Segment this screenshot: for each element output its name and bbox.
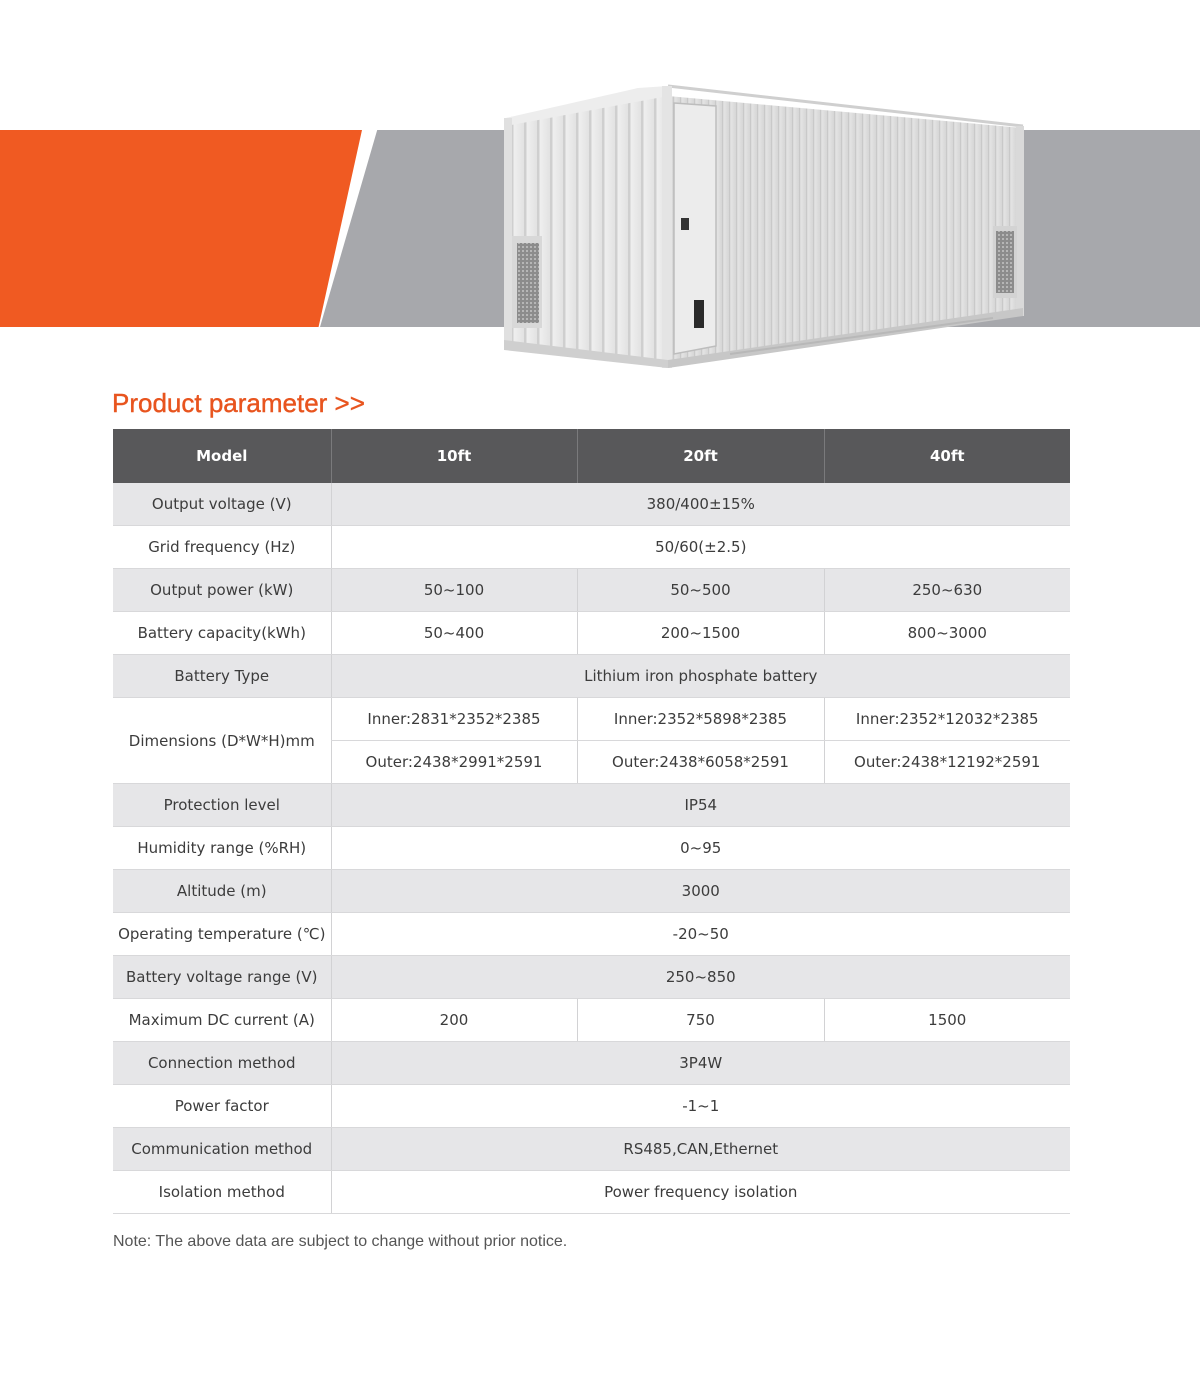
row-humidity-range: [113, 827, 1070, 870]
row-power-factor: [113, 1085, 1070, 1128]
row-value: -20~50: [331, 913, 1070, 956]
row-label: Power factor: [113, 1085, 331, 1128]
value-10ft: 50~400: [331, 612, 577, 655]
row-connection-method: [113, 1042, 1070, 1085]
section-title: Product parameter >>: [112, 388, 365, 418]
row-value: 250~850: [331, 956, 1070, 999]
row-isolation-method: [113, 1171, 1070, 1214]
row-label: Humidity range (%RH): [113, 827, 331, 870]
inner-20ft: Inner:2352*5898*2385: [577, 698, 824, 741]
row-label: Grid frequency (Hz): [113, 526, 331, 569]
row-value: 3P4W: [331, 1042, 1070, 1085]
row-battery-capacity: [113, 612, 1070, 655]
disclaimer-note: Note: The above data are subject to change without prior notice.: [113, 1233, 568, 1250]
row-value: RS485,CAN,Ethernet: [331, 1128, 1070, 1171]
row-operating-temperature: [113, 913, 1070, 956]
row-value: 3000: [331, 870, 1070, 913]
header-model: Model: [113, 429, 331, 483]
header-10ft: 10ft: [331, 429, 577, 483]
inner-40ft: Inner:2352*12032*2385: [824, 698, 1070, 741]
outer-40ft: Outer:2438*12192*2591: [824, 741, 1070, 784]
row-output-voltage: [113, 483, 1070, 526]
row-label: Output power (kW): [113, 569, 331, 612]
row-battery-voltage-range: [113, 956, 1070, 999]
row-label: Altitude (m): [113, 870, 331, 913]
row-value: Lithium iron phosphate battery: [331, 655, 1070, 698]
row-protection-level: [113, 784, 1070, 827]
banner-orange-block: [0, 130, 362, 327]
value-20ft: 50~500: [577, 569, 824, 612]
outer-10ft: Outer:2438*2991*2591: [331, 741, 577, 784]
product-parameter-table: [113, 429, 1070, 1214]
value-10ft: 50~100: [331, 569, 577, 612]
row-dimensions-inner: [113, 698, 1070, 741]
row-max-dc-current: [113, 999, 1070, 1042]
row-grid-frequency: [113, 526, 1070, 569]
table-header-row: [113, 429, 1070, 483]
row-label: Connection method: [113, 1042, 331, 1085]
row-label: Battery voltage range (V): [113, 956, 331, 999]
header-20ft: 20ft: [577, 429, 824, 483]
row-output-power: [113, 569, 1070, 612]
header-40ft: 40ft: [824, 429, 1070, 483]
row-label: Protection level: [113, 784, 331, 827]
value-20ft: 200~1500: [577, 612, 824, 655]
row-label: Dimensions (D*W*H)mm: [113, 698, 331, 784]
row-altitude: [113, 870, 1070, 913]
row-battery-type: [113, 655, 1070, 698]
value-10ft: 200: [331, 999, 577, 1042]
row-value: 0~95: [331, 827, 1070, 870]
row-value: IP54: [331, 784, 1070, 827]
value-40ft: 1500: [824, 999, 1070, 1042]
row-communication-method: [113, 1128, 1070, 1171]
battery-container-image: [498, 78, 1028, 368]
row-label: Communication method: [113, 1128, 331, 1171]
row-value: -1~1: [331, 1085, 1070, 1128]
inner-10ft: Inner:2831*2352*2385: [331, 698, 577, 741]
row-value: Power frequency isolation: [331, 1171, 1070, 1214]
row-label: Battery capacity(kWh): [113, 612, 331, 655]
value-40ft: 250~630: [824, 569, 1070, 612]
outer-20ft: Outer:2438*6058*2591: [577, 741, 824, 784]
row-label: Output voltage (V): [113, 483, 331, 526]
row-label: Maximum DC current (A): [113, 999, 331, 1042]
row-value: 380/400±15%: [331, 483, 1070, 526]
row-value: 50/60(±2.5): [331, 526, 1070, 569]
row-label: Operating temperature (℃): [113, 913, 331, 956]
value-40ft: 800~3000: [824, 612, 1070, 655]
row-label: Battery Type: [113, 655, 331, 698]
value-20ft: 750: [577, 999, 824, 1042]
row-label: Isolation method: [113, 1171, 331, 1214]
